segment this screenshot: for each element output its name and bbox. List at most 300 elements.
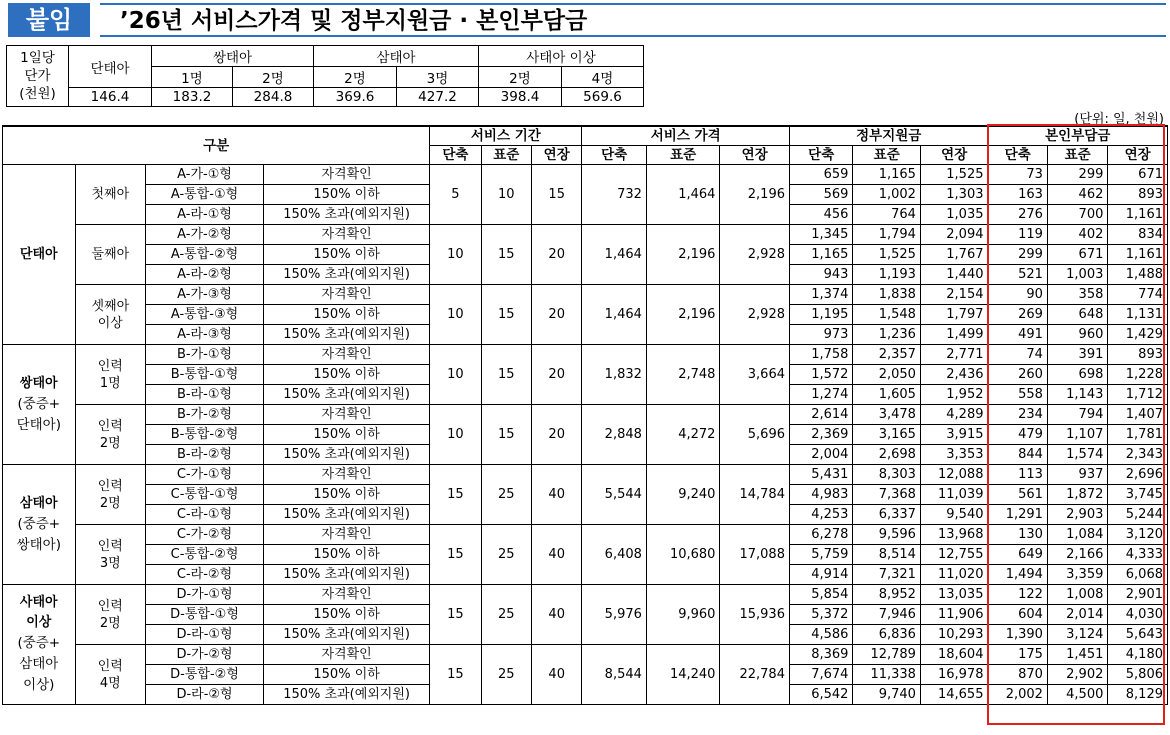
subsidy-value: 8,952 bbox=[853, 585, 921, 605]
copay-value: 558 bbox=[988, 385, 1047, 405]
subsidy-value: 8,369 bbox=[789, 645, 852, 665]
price-value: 1,464 bbox=[582, 225, 646, 285]
copay-value: 960 bbox=[1047, 325, 1107, 345]
copay-value: 4,500 bbox=[1047, 685, 1107, 705]
service-type: C-가-②형 bbox=[146, 525, 264, 545]
copay-value: 794 bbox=[1047, 405, 1107, 425]
copay-value: 1,161 bbox=[1108, 205, 1168, 225]
subsidy-value: 12,088 bbox=[920, 465, 988, 485]
period-value: 15 bbox=[430, 645, 481, 705]
copay-value: 479 bbox=[988, 425, 1047, 445]
subgroup-label: 둘째아 bbox=[75, 225, 146, 285]
group-note: (중증+ 삼태아 이상) bbox=[17, 635, 61, 693]
group-name: 삼태아 bbox=[19, 495, 58, 511]
price-value: 17,088 bbox=[720, 525, 790, 585]
copay-value: 844 bbox=[988, 445, 1047, 465]
copay-value: 561 bbox=[988, 485, 1047, 505]
period-value: 25 bbox=[481, 585, 531, 645]
copay-value: 1,574 bbox=[1047, 445, 1107, 465]
subsidy-value: 3,353 bbox=[920, 445, 988, 465]
subsidy-value: 5,431 bbox=[789, 465, 852, 485]
subsidy-value: 6,337 bbox=[853, 505, 921, 525]
subsidy-value: 1,758 bbox=[789, 345, 852, 365]
copay-value: 1,494 bbox=[988, 565, 1047, 585]
header-price: 서비스 가격 bbox=[582, 126, 790, 146]
period-value: 25 bbox=[481, 525, 531, 585]
price-value: 427.2 bbox=[397, 88, 479, 107]
copay-value: 163 bbox=[988, 185, 1047, 205]
subsidy-value: 12,755 bbox=[920, 545, 988, 565]
copay-value: 269 bbox=[988, 305, 1047, 325]
copay-value: 402 bbox=[1047, 225, 1107, 245]
copay-value: 5,643 bbox=[1108, 625, 1168, 645]
subgroup-label: 셋째아 이상 bbox=[75, 285, 146, 345]
service-type: B-라-①형 bbox=[146, 385, 264, 405]
subsidy-value: 5,759 bbox=[789, 545, 852, 565]
copay-value: 299 bbox=[1047, 165, 1107, 185]
price-value: 8,544 bbox=[582, 645, 646, 705]
subheader-label: 표준 bbox=[1047, 146, 1107, 165]
subsidy-value: 456 bbox=[789, 205, 852, 225]
income-condition: 150% 초과(예외지원) bbox=[263, 625, 429, 645]
price-row-label: 1일당 단가 (천원) bbox=[7, 46, 69, 107]
price-single-label: 단태아 bbox=[69, 46, 152, 88]
price-value: 4,272 bbox=[646, 405, 720, 465]
attachment-badge: 붙임 bbox=[8, 3, 90, 37]
price-value: 2,928 bbox=[720, 225, 790, 285]
copay-value: 234 bbox=[988, 405, 1047, 425]
copay-value: 2,696 bbox=[1108, 465, 1168, 485]
copay-value: 1,712 bbox=[1108, 385, 1168, 405]
copay-value: 4,333 bbox=[1108, 545, 1168, 565]
service-type: D-통합-②형 bbox=[146, 665, 264, 685]
subsidy-value: 4,983 bbox=[789, 485, 852, 505]
service-type: C-라-①형 bbox=[146, 505, 264, 525]
service-type: C-통합-①형 bbox=[146, 485, 264, 505]
subheader-label: 표준 bbox=[481, 146, 531, 165]
price-group-label: 쌍태아 bbox=[152, 46, 314, 67]
copay-value: 1,451 bbox=[1047, 645, 1107, 665]
income-condition: 자격확인 bbox=[263, 285, 429, 305]
subsidy-value: 569 bbox=[789, 185, 852, 205]
subsidy-value: 18,604 bbox=[920, 645, 988, 665]
subgroup-label: 인력 1명 bbox=[75, 345, 146, 405]
copay-value: 113 bbox=[988, 465, 1047, 485]
subsidy-value: 2,436 bbox=[920, 365, 988, 385]
copay-value: 175 bbox=[988, 645, 1047, 665]
copay-value: 5,244 bbox=[1108, 505, 1168, 525]
subsidy-value: 8,303 bbox=[853, 465, 921, 485]
income-condition: 자격확인 bbox=[263, 165, 429, 185]
copay-value: 834 bbox=[1108, 225, 1168, 245]
subheader-label: 연장 bbox=[532, 146, 582, 165]
subsidy-value: 13,035 bbox=[920, 585, 988, 605]
service-type: D-가-①형 bbox=[146, 585, 264, 605]
subsidy-value: 1,952 bbox=[920, 385, 988, 405]
subsidy-value: 1,303 bbox=[920, 185, 988, 205]
table-row bbox=[3, 345, 1168, 365]
period-value: 15 bbox=[532, 165, 582, 225]
subsidy-value: 1,165 bbox=[853, 165, 921, 185]
copay-value: 671 bbox=[1047, 245, 1107, 265]
price-col-label: 3명 bbox=[397, 67, 479, 88]
income-condition: 자격확인 bbox=[263, 645, 429, 665]
subsidy-value: 2,094 bbox=[920, 225, 988, 245]
subsidy-value: 1,499 bbox=[920, 325, 988, 345]
price-value: 5,696 bbox=[720, 405, 790, 465]
table-row bbox=[3, 285, 1168, 305]
price-value: 284.8 bbox=[233, 88, 314, 107]
copay-value: 8,129 bbox=[1108, 685, 1168, 705]
copay-value: 74 bbox=[988, 345, 1047, 365]
price-value: 6,408 bbox=[582, 525, 646, 585]
copay-value: 774 bbox=[1108, 285, 1168, 305]
service-type: A-라-③형 bbox=[146, 325, 264, 345]
subsidy-value: 1,002 bbox=[853, 185, 921, 205]
copay-value: 2,343 bbox=[1108, 445, 1168, 465]
table-row bbox=[3, 525, 1168, 545]
subsidy-value: 6,278 bbox=[789, 525, 852, 545]
group-label bbox=[3, 465, 76, 585]
subsidy-value: 2,154 bbox=[920, 285, 988, 305]
subgroup-label: 첫째아 bbox=[75, 165, 146, 225]
subsidy-value: 1,605 bbox=[853, 385, 921, 405]
period-value: 25 bbox=[481, 645, 531, 705]
price-value: 10,680 bbox=[646, 525, 720, 585]
price-value: 5,544 bbox=[582, 465, 646, 525]
group-name: 단태아 bbox=[19, 246, 58, 262]
period-value: 15 bbox=[430, 525, 481, 585]
subsidy-value: 7,946 bbox=[853, 605, 921, 625]
subsidy-value: 2,357 bbox=[853, 345, 921, 365]
copay-value: 1,131 bbox=[1108, 305, 1168, 325]
income-condition: 자격확인 bbox=[263, 405, 429, 425]
subsidy-value: 1,440 bbox=[920, 265, 988, 285]
subsidy-value: 2,050 bbox=[853, 365, 921, 385]
price-value: 9,240 bbox=[646, 465, 720, 525]
subsidy-value: 659 bbox=[789, 165, 852, 185]
copay-value: 358 bbox=[1047, 285, 1107, 305]
subsidy-value: 1,193 bbox=[853, 265, 921, 285]
table-row bbox=[3, 645, 1168, 665]
service-type: D-통합-①형 bbox=[146, 605, 264, 625]
price-value: 2,196 bbox=[720, 165, 790, 225]
subsidy-value: 1,236 bbox=[853, 325, 921, 345]
period-value: 10 bbox=[430, 345, 481, 405]
subsidy-value: 9,540 bbox=[920, 505, 988, 525]
period-value: 15 bbox=[430, 465, 481, 525]
period-value: 10 bbox=[430, 225, 481, 285]
subsidy-value: 2,614 bbox=[789, 405, 852, 425]
subsidy-value: 1,525 bbox=[853, 245, 921, 265]
copay-value: 1,872 bbox=[1047, 485, 1107, 505]
subsidy-value: 11,020 bbox=[920, 565, 988, 585]
copay-value: 893 bbox=[1108, 185, 1168, 205]
price-col-label: 2명 bbox=[479, 67, 562, 88]
subsidy-value: 13,968 bbox=[920, 525, 988, 545]
group-name: 쌍태아 bbox=[19, 375, 58, 391]
service-type: B-통합-②형 bbox=[146, 425, 264, 445]
copay-value: 521 bbox=[988, 265, 1047, 285]
copay-value: 1,003 bbox=[1047, 265, 1107, 285]
price-value: 2,196 bbox=[646, 285, 720, 345]
price-value: 146.4 bbox=[69, 88, 152, 107]
copay-value: 1,143 bbox=[1047, 385, 1107, 405]
group-label bbox=[3, 585, 76, 705]
subsidy-value: 4,253 bbox=[789, 505, 852, 525]
price-col-label: 1명 bbox=[152, 67, 233, 88]
price-value: 2,196 bbox=[646, 225, 720, 285]
income-condition: 150% 초과(예외지원) bbox=[263, 205, 429, 225]
subsidy-value: 1,572 bbox=[789, 365, 852, 385]
table-row bbox=[3, 465, 1168, 485]
price-col-label: 2명 bbox=[314, 67, 397, 88]
income-condition: 150% 초과(예외지원) bbox=[263, 505, 429, 525]
copay-value: 1,291 bbox=[988, 505, 1047, 525]
group-note: (중증+ 단태아) bbox=[16, 395, 61, 433]
income-condition: 150% 이하 bbox=[263, 605, 429, 625]
period-value: 25 bbox=[481, 465, 531, 525]
period-value: 10 bbox=[481, 165, 531, 225]
page-title: ’26년 서비스가격 및 정부지원금 · 본인부담금 bbox=[120, 8, 588, 34]
price-value: 398.4 bbox=[479, 88, 562, 107]
subheader-label: 표준 bbox=[853, 146, 921, 165]
copay-value: 491 bbox=[988, 325, 1047, 345]
copay-value: 1,161 bbox=[1108, 245, 1168, 265]
service-type: B-가-①형 bbox=[146, 345, 264, 365]
price-value: 183.2 bbox=[152, 88, 233, 107]
subsidy-value: 6,836 bbox=[853, 625, 921, 645]
price-group-label: 사태아 이상 bbox=[479, 46, 644, 67]
header-period: 서비스 기간 bbox=[430, 126, 582, 146]
copay-value: 2,002 bbox=[988, 685, 1047, 705]
copay-value: 1,084 bbox=[1047, 525, 1107, 545]
price-value: 5,976 bbox=[582, 585, 646, 645]
group-label bbox=[3, 345, 76, 465]
period-value: 10 bbox=[430, 285, 481, 345]
copay-value: 3,359 bbox=[1047, 565, 1107, 585]
service-type: C-통합-②형 bbox=[146, 545, 264, 565]
subsidy-value: 1,345 bbox=[789, 225, 852, 245]
income-condition: 자격확인 bbox=[263, 525, 429, 545]
income-condition: 150% 이하 bbox=[263, 485, 429, 505]
copay-value: 5,806 bbox=[1108, 665, 1168, 685]
income-condition: 150% 이하 bbox=[263, 545, 429, 565]
subsidy-value: 973 bbox=[789, 325, 852, 345]
period-value: 15 bbox=[430, 585, 481, 645]
copay-value: 260 bbox=[988, 365, 1047, 385]
price-value: 14,240 bbox=[646, 645, 720, 705]
service-type: B-가-②형 bbox=[146, 405, 264, 425]
subsidy-value: 2,698 bbox=[853, 445, 921, 465]
subsidy-value: 7,321 bbox=[853, 565, 921, 585]
subsidy-value: 7,368 bbox=[853, 485, 921, 505]
income-condition: 150% 초과(예외지원) bbox=[263, 265, 429, 285]
copay-value: 299 bbox=[988, 245, 1047, 265]
subsidy-value: 2,004 bbox=[789, 445, 852, 465]
copay-value: 1,390 bbox=[988, 625, 1047, 645]
price-group-label: 삼태아 bbox=[314, 46, 479, 67]
subsidy-value: 1,525 bbox=[920, 165, 988, 185]
subsidy-value: 5,854 bbox=[789, 585, 852, 605]
subsidy-value: 1,797 bbox=[920, 305, 988, 325]
copay-value: 90 bbox=[988, 285, 1047, 305]
copay-value: 4,180 bbox=[1108, 645, 1168, 665]
subheader-label: 연장 bbox=[1108, 146, 1168, 165]
subsidy-value: 11,039 bbox=[920, 485, 988, 505]
price-value: 569.6 bbox=[562, 88, 644, 107]
price-value: 22,784 bbox=[720, 645, 790, 705]
subsidy-value: 1,195 bbox=[789, 305, 852, 325]
price-value: 1,832 bbox=[582, 345, 646, 405]
service-type: A-통합-③형 bbox=[146, 305, 264, 325]
income-condition: 150% 초과(예외지원) bbox=[263, 445, 429, 465]
period-value: 5 bbox=[430, 165, 481, 225]
group-note: (중증+ 쌍태아) bbox=[16, 515, 61, 553]
price-value: 2,928 bbox=[720, 285, 790, 345]
subsidy-value: 1,838 bbox=[853, 285, 921, 305]
price-value: 732 bbox=[582, 165, 646, 225]
period-value: 15 bbox=[481, 405, 531, 465]
price-value: 14,784 bbox=[720, 465, 790, 525]
price-value: 3,664 bbox=[720, 345, 790, 405]
copay-value: 73 bbox=[988, 165, 1047, 185]
copay-value: 893 bbox=[1108, 345, 1168, 365]
copay-value: 1,429 bbox=[1108, 325, 1168, 345]
subsidy-value: 943 bbox=[789, 265, 852, 285]
daily-price-table bbox=[6, 45, 644, 107]
service-type: A-가-①형 bbox=[146, 165, 264, 185]
price-col-label: 2명 bbox=[233, 67, 314, 88]
copay-value: 2,901 bbox=[1108, 585, 1168, 605]
subgroup-label: 인력 2명 bbox=[75, 405, 146, 465]
subsidy-value: 9,596 bbox=[853, 525, 921, 545]
subheader-label: 연장 bbox=[720, 146, 790, 165]
period-value: 10 bbox=[430, 405, 481, 465]
subsidy-value: 1,274 bbox=[789, 385, 852, 405]
subsidy-value: 11,338 bbox=[853, 665, 921, 685]
copay-value: 122 bbox=[988, 585, 1047, 605]
group-name: 사태아 이상 bbox=[19, 595, 58, 630]
subsidy-value: 1,767 bbox=[920, 245, 988, 265]
subsidy-value: 5,372 bbox=[789, 605, 852, 625]
copay-value: 2,166 bbox=[1047, 545, 1107, 565]
title-area bbox=[100, 3, 1166, 37]
income-condition: 자격확인 bbox=[263, 585, 429, 605]
period-value: 40 bbox=[532, 585, 582, 645]
subsidy-value: 1,794 bbox=[853, 225, 921, 245]
subsidy-value: 1,548 bbox=[853, 305, 921, 325]
table-row bbox=[3, 585, 1168, 605]
title-bar bbox=[8, 3, 1166, 39]
header-copay: 본인부담금 bbox=[988, 126, 1168, 146]
period-value: 20 bbox=[532, 345, 582, 405]
income-condition: 150% 이하 bbox=[263, 185, 429, 205]
income-condition: 150% 초과(예외지원) bbox=[263, 685, 429, 705]
income-condition: 150% 이하 bbox=[263, 365, 429, 385]
period-value: 15 bbox=[481, 285, 531, 345]
service-type: D-라-②형 bbox=[146, 685, 264, 705]
income-condition: 자격확인 bbox=[263, 345, 429, 365]
price-value: 1,464 bbox=[582, 285, 646, 345]
price-value: 2,848 bbox=[582, 405, 646, 465]
income-condition: 자격확인 bbox=[263, 465, 429, 485]
income-condition: 150% 이하 bbox=[263, 425, 429, 445]
table-row bbox=[3, 405, 1168, 425]
price-value: 2,748 bbox=[646, 345, 720, 405]
service-type: A-통합-①형 bbox=[146, 185, 264, 205]
period-value: 40 bbox=[532, 645, 582, 705]
copay-value: 698 bbox=[1047, 365, 1107, 385]
period-value: 40 bbox=[532, 525, 582, 585]
subsidy-value: 1,035 bbox=[920, 205, 988, 225]
subsidy-value: 2,369 bbox=[789, 425, 852, 445]
subheader-label: 단축 bbox=[988, 146, 1047, 165]
subsidy-value: 11,906 bbox=[920, 605, 988, 625]
subheader-label: 표준 bbox=[646, 146, 720, 165]
subgroup-label: 인력 2명 bbox=[75, 465, 146, 525]
price-value: 9,960 bbox=[646, 585, 720, 645]
copay-value: 2,014 bbox=[1047, 605, 1107, 625]
subheader-label: 단축 bbox=[582, 146, 646, 165]
income-condition: 150% 이하 bbox=[263, 305, 429, 325]
subsidy-value: 3,478 bbox=[853, 405, 921, 425]
service-type: A-라-①형 bbox=[146, 205, 264, 225]
service-type: A-라-②형 bbox=[146, 265, 264, 285]
period-value: 20 bbox=[532, 285, 582, 345]
copay-value: 6,068 bbox=[1108, 565, 1168, 585]
copay-value: 3,745 bbox=[1108, 485, 1168, 505]
service-type: D-라-①형 bbox=[146, 625, 264, 645]
subsidy-value: 3,915 bbox=[920, 425, 988, 445]
subgroup-label: 인력 4명 bbox=[75, 645, 146, 705]
subsidy-value: 4,289 bbox=[920, 405, 988, 425]
copay-value: 671 bbox=[1108, 165, 1168, 185]
copay-value: 2,902 bbox=[1047, 665, 1107, 685]
copay-value: 1,407 bbox=[1108, 405, 1168, 425]
period-value: 15 bbox=[481, 345, 531, 405]
subgroup-label: 인력 3명 bbox=[75, 525, 146, 585]
subsidy-value: 4,914 bbox=[789, 565, 852, 585]
subsidy-value: 12,789 bbox=[853, 645, 921, 665]
income-condition: 150% 이하 bbox=[263, 665, 429, 685]
copay-value: 462 bbox=[1047, 185, 1107, 205]
period-value: 20 bbox=[532, 225, 582, 285]
unit-note: (단위: 일, 천원) bbox=[1074, 112, 1164, 127]
period-value: 15 bbox=[481, 225, 531, 285]
service-type: A-가-②형 bbox=[146, 225, 264, 245]
subsidy-value: 1,165 bbox=[789, 245, 852, 265]
copay-value: 1,107 bbox=[1047, 425, 1107, 445]
copay-value: 604 bbox=[988, 605, 1047, 625]
price-value: 369.6 bbox=[314, 88, 397, 107]
subsidy-value: 8,514 bbox=[853, 545, 921, 565]
table-row bbox=[3, 165, 1168, 185]
subheader-label: 단축 bbox=[789, 146, 852, 165]
copay-value: 1,781 bbox=[1108, 425, 1168, 445]
subsidy-value: 16,978 bbox=[920, 665, 988, 685]
copay-value: 391 bbox=[1047, 345, 1107, 365]
copay-value: 119 bbox=[988, 225, 1047, 245]
copay-value: 1,228 bbox=[1108, 365, 1168, 385]
table-row bbox=[3, 225, 1168, 245]
service-type: D-가-②형 bbox=[146, 645, 264, 665]
service-type: A-통합-②형 bbox=[146, 245, 264, 265]
copay-value: 2,903 bbox=[1047, 505, 1107, 525]
subsidy-value: 10,293 bbox=[920, 625, 988, 645]
subsidy-value: 14,655 bbox=[920, 685, 988, 705]
copay-value: 937 bbox=[1047, 465, 1107, 485]
